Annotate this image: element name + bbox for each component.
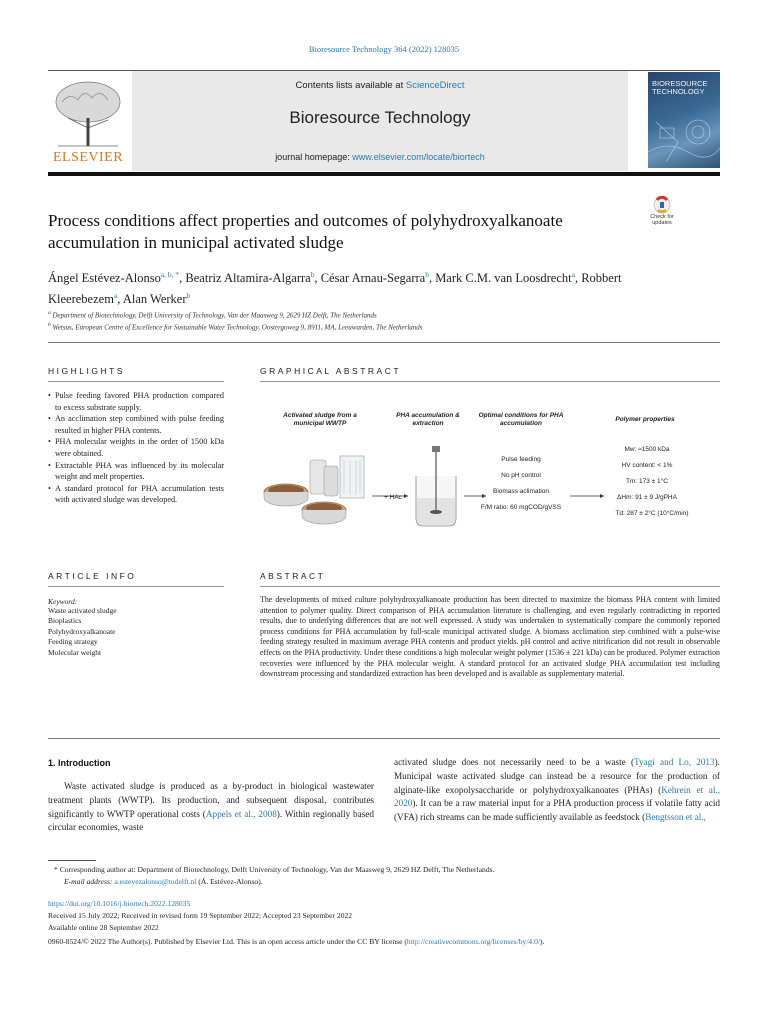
highlight-item: • A standard protocol for PHA accumulation tests with activated sludge was developed. — [48, 483, 224, 506]
ga-property: HV content: < 1% — [621, 462, 673, 469]
keyword-item: Polyhydroxyalkanoate — [48, 626, 116, 636]
abstract-text: The developments of mixed culture polyhydroxyalkanoate production has been directed to maximize the biomass PHA content with limited attention to polymer quality. Direct comparison of PHA accumulation literature is challenging, and even regularly contradicting in reported results, due to underlying differences that are not well expressed. A study was undertaken to systematically compare the commonly reported process conditions for PHA accumulation by full-scale municipal activated sludge. A biomass acclimation step combined with a pulse-wise feeding strategy resulted in maximum average PHA contents and product yields. pH control and active nitrification did not result in observable effects on the PHA productivity. Under these conditions a high molecular weight polymer (1536 ± 221 kDa) can be produced. Polymer extraction recoveries were influenced by the PHA molecular weight. A standard protocol for an activated sludge PHA accumulation test including downstream processing and standardized extraction has been developed and is available as supplementary material. — [260, 595, 720, 679]
ga-condition: F/M ratio: 60 mgCOD/gVSS — [480, 504, 562, 511]
highlights-heading: HIGHLIGHTS — [48, 366, 125, 376]
ga-condition: No pH control — [501, 472, 541, 479]
author-affiliation-mark[interactable]: b — [310, 270, 315, 279]
keyword-item: Feeding strategy — [48, 637, 98, 647]
journal-homepage: journal homepage: www.elsevier.com/locate/biortech — [275, 152, 485, 162]
journal-title: Bioresource Technology — [289, 108, 471, 127]
ga-accumulation-label: PHA accumulation & extraction — [396, 412, 460, 427]
corresponding-author-note: * Corresponding author at: Department of Biotechnology, Delft University of Technology, Van der Maasweg 9, 2629 HZ Delft, The Netherlands. — [54, 865, 495, 874]
check-updates-icon — [648, 196, 676, 214]
author-separator: , — [314, 271, 321, 286]
author-name[interactable]: Mark C.M. van Loosdrecht — [435, 271, 572, 286]
intro-left-column: Waste activated sludge is produced as a by-product in biological wastewater treatment plants (WWTP). Its production, and subsequent disposal, contributes significantly to WWTP operational costs (Appels et al., 2008). Within regionally based circular economies, waste — [48, 781, 374, 833]
footnote-rule — [48, 860, 96, 861]
author-name[interactable]: César Arnau-Segarra — [320, 271, 426, 286]
abstract-heading: ABSTRACT — [260, 571, 326, 581]
author-list — [48, 266, 688, 308]
affiliation-b: $^b$ Wetsus, European Centre of Excellence for Sustainable Water Technology, Oostergoweg 9, 8911, MA, Leeuwarden, The Netherlands — [48, 322, 423, 332]
contents-line: Contents lists available at ScienceDirect — [295, 80, 465, 91]
highlights-rule — [48, 381, 224, 382]
citation-link[interactable]: Appels et al., 2008 — [205, 808, 277, 819]
check-updates-label: Check for updates — [650, 214, 674, 226]
ga-condition: Pulse feeding — [501, 456, 541, 463]
ga-property: Tm: 173 ± 1°C — [626, 478, 668, 485]
author-name[interactable]: Robbert Kleerebezem — [48, 271, 622, 307]
affiliation-a: $^a$ Department of Biotechnology, Delft University of Technology, Van der Maasweg 9, 2629 HZ Delft, The Netherlands — [48, 310, 377, 320]
cover-title: BIORESOURCE TECHNOLOGY — [652, 79, 708, 96]
author-name[interactable]: Beatriz Altamira-Algarra — [185, 271, 311, 286]
author-affiliation-mark[interactable]: b — [425, 270, 429, 279]
citation-link[interactable]: Bengtsson et al., — [645, 812, 706, 823]
email-note: E-mail address: a.estevezalonso@tudelft.nl (Á. Estévez-Alonso). — [64, 877, 263, 886]
author-affiliation-mark[interactable]: b — [186, 291, 191, 301]
author-separator: , — [179, 271, 186, 286]
ga-hac-label: + HAc — [384, 494, 402, 501]
ga-condition: Biomass aclimation — [493, 488, 549, 495]
keyword-item: Bioplastics — [48, 616, 82, 626]
author-name[interactable]: Alan Werker — [122, 292, 187, 307]
author-separator: , — [117, 292, 123, 307]
highlight-item: • PHA molecular weights in the order of 1500 kDa were obtained. — [48, 436, 224, 459]
journal-cover-thumbnail[interactable] — [648, 72, 720, 168]
highlight-item: • Pulse feeding favored PHA production compared to excess substrate supply. — [48, 390, 224, 413]
abstract-rule — [260, 586, 720, 587]
citation-link[interactable]: Tyagi and Lo, 2013 — [634, 757, 715, 767]
introduction-heading: 1. Introduction — [48, 758, 111, 768]
elsevier-wordmark: ELSEVIER — [52, 150, 124, 165]
affiliation-divider — [48, 342, 720, 343]
header-thick-rule — [48, 172, 720, 176]
journal-citation[interactable]: Bioresource Technology 364 (2022) 128035 — [308, 44, 460, 54]
graphical-abstract[interactable] — [260, 388, 720, 542]
received-dates: Received 15 July 2022; Received in revised form 19 September 2022; Accepted 23 September 2022 — [48, 911, 353, 920]
abstract-divider — [48, 738, 720, 739]
check-for-updates-badge[interactable] — [648, 196, 676, 232]
doi-link[interactable]: https://doi.org/10.1016/j.biortech.2022.128035 — [48, 899, 191, 908]
author-separator: , — [574, 271, 582, 286]
keyword-item: Waste activated sludge — [48, 606, 117, 615]
author-name[interactable]: Ángel Estévez-Alonso — [48, 271, 161, 286]
ga-sludge-label: Activated sludge from a municipal WWTP — [283, 412, 357, 427]
highlight-item: • Extractable PHA was influenced by its molecular weight and melt properties. — [48, 460, 224, 483]
keywords-label: Keyword: — [48, 597, 78, 606]
graphical-abstract-rule — [260, 381, 720, 382]
email-link[interactable]: a.estevezalonso@tudelft.nl — [114, 877, 197, 886]
ga-properties-label: Polymer properties — [615, 416, 675, 423]
license-link[interactable]: http://creativecommons.org/licenses/by/4.0/ — [406, 937, 541, 946]
graphical-abstract-heading: GRAPHICAL ABSTRACT — [260, 366, 402, 376]
ga-property: Td: 287 ± 2°C (10°C/min) — [615, 510, 689, 517]
keyword-item: Molecular weight — [48, 647, 102, 657]
homepage-link[interactable]: www.elsevier.com/locate/biortech — [352, 152, 485, 162]
intro-right-column: activated sludge does not necessarily need to be a waste (Tyagi and Lo, 2013). Municipal waste activated sludge can instead be a resource for the production of alginate-like exopolysaccharide or polyhydroxyalkanoates (PHAs) (Kehrein et al., 2020). It can be a raw material input for a PHA production process if volatile fatty acid (VFA) rich streams can be made sufficiently available as feedstock (Bengtsson et al., — [394, 757, 720, 823]
ga-property: Mw: ≈1500 kDa — [624, 446, 670, 453]
ga-conditions-label: Optimal conditions for PHA accumulation — [478, 412, 564, 427]
keyword-list — [48, 606, 228, 658]
article-title: Process conditions affect properties and outcomes of polyhydroxyalkanoate accumulation in municipal activated sludge — [48, 211, 563, 252]
article-info-rule — [48, 586, 224, 587]
author-affiliation-mark[interactable]: a — [113, 291, 118, 301]
wwtp-illustration-icon — [264, 456, 364, 524]
author-affiliation-mark[interactable]: a, b, * — [160, 270, 180, 279]
article-info-heading: ARTICLE INFO — [48, 571, 137, 581]
author-affiliation-mark[interactable]: a — [571, 270, 575, 279]
author-separator: , — [428, 271, 436, 286]
online-date: Available online 28 September 2022 — [48, 923, 159, 932]
license-note: 0960-8524/© 2022 The Author(s). Published by Elsevier Ltd. This is an open access article under the CC BY license (http://creativecommons.org/licenses/by/4.0/). — [48, 937, 545, 946]
citation-link[interactable]: Kehrein et al., 2020 — [394, 784, 720, 809]
sciencedirect-link[interactable]: ScienceDirect — [405, 80, 465, 91]
reactor-beaker-icon — [416, 446, 456, 526]
highlight-item: • An acclimation step combined with pulse feeding resulted in higher PHA contents. — [48, 413, 224, 436]
ga-property: ΔHm: 91 ± 9 J/gPHA — [617, 494, 677, 501]
highlights-list — [48, 390, 224, 506]
